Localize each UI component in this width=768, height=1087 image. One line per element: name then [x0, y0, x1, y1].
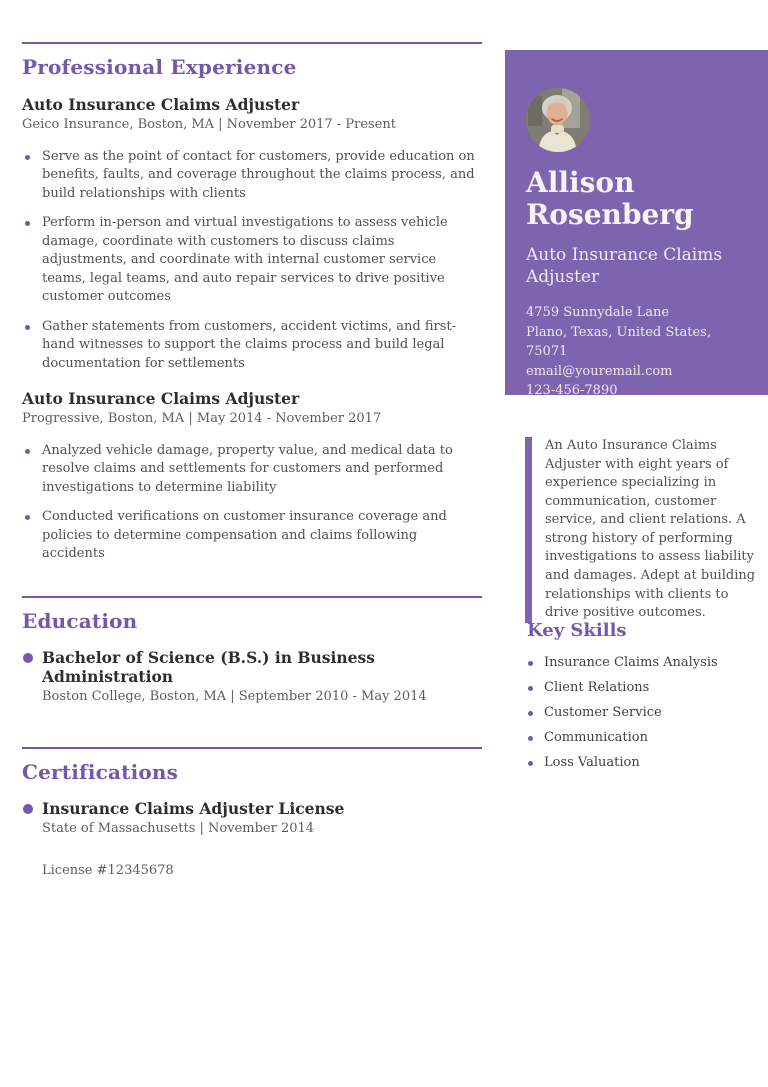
contact-block — [526, 303, 748, 401]
key-skills-section — [527, 620, 757, 780]
education-bullet-icon — [23, 653, 33, 663]
left-column — [22, 42, 482, 878]
skill-item: Customer Service — [527, 705, 757, 720]
bullet-item: Analyzed vehicle damage, property value, and medical data to resolve claims and settlements for customers and performed investigations to determine liability — [22, 442, 482, 497]
sidebar — [505, 50, 768, 398]
skill-item: Client Relations — [527, 680, 757, 695]
candidate-name: Allison Rosenberg — [526, 166, 694, 231]
summary-block — [525, 437, 761, 623]
license-number: License #12345678 — [42, 862, 174, 878]
bullet-item: Serve as the point of contact for customers, provide education on benefits, faults, and coverage throughout the claims process, and build relationships with clients — [22, 148, 482, 203]
job-entry — [22, 389, 482, 564]
section-divider — [22, 747, 482, 749]
bullet-item: Gather statements from customers, accident victims, and first-hand witnesses to support the claims process and build legal documentation for settlements — [22, 318, 482, 373]
skill-item: Communication — [527, 730, 757, 745]
contact-email: email@youremail.com — [526, 363, 673, 379]
job-meta: Geico Insurance, Boston, MA | November 2017 - Present — [22, 117, 396, 132]
avatar-portrait-graphic — [526, 88, 590, 152]
candidate-title: Auto Insurance Claims Adjuster — [526, 244, 723, 287]
certification-bullet-icon — [23, 804, 33, 814]
education-entry-body — [42, 648, 482, 704]
certification-meta: State of Massachusetts | November 2014 — [42, 820, 315, 836]
bullet-list — [22, 148, 482, 373]
education-section-heading: Education — [22, 608, 138, 633]
bullet-item: Conducted verifications on customer insurance coverage and policies to determine compensation and claims following accidents — [22, 508, 482, 563]
section-divider — [22, 42, 482, 44]
bullet-list — [22, 442, 482, 564]
job-title: Auto Insurance Claims Adjuster — [22, 388, 300, 408]
experience-section-heading: Professional Experience — [22, 55, 297, 79]
summary-accent-bar — [525, 437, 532, 623]
certifications-section-heading: Certifications — [22, 759, 179, 784]
degree-meta: Boston College, Boston, MA | September 2010 - May 2014 — [42, 688, 427, 704]
certification-title: Insurance Claims Adjuster License — [42, 798, 345, 818]
degree-title: Bachelor of Science (B.S.) in Business Administration — [42, 647, 375, 686]
summary-text: An Auto Insurance Claims Adjuster with eight years of experience specializing in communication, customer service, and client relations. A strong history of performing investigations to assess liability and damages. Adept at building relationships with clients to drive positive outcomes. — [545, 438, 756, 621]
job-meta: Progressive, Boston, MA | May 2014 - November 2017 — [22, 410, 382, 426]
contact-address-line2: Plano, Texas, United States, 75071 — [526, 324, 711, 359]
job-title: Auto Insurance Claims Adjuster — [22, 95, 300, 114]
skill-item: Insurance Claims Analysis — [527, 655, 757, 670]
skill-item: Loss Valuation — [527, 755, 757, 770]
bullet-item: Perform in-person and virtual investigations to assess vehicle damage, coordinate with customers to discuss claims adjustments, and coordinate with internal customer service teams, legal teams, and auto repair services to drive positive customer outcomes — [22, 214, 482, 306]
contact-phone: 123-456-7890 — [526, 383, 618, 398]
certification-entry — [22, 799, 482, 836]
key-skills-heading: Key Skills — [527, 620, 627, 641]
avatar-photo — [526, 88, 590, 152]
skills-list — [527, 655, 757, 770]
section-divider — [22, 596, 482, 598]
certification-entry-body — [42, 799, 344, 836]
contact-address-line1: 4759 Sunnydale Lane — [526, 305, 670, 320]
job-entry — [22, 95, 482, 373]
education-entry — [22, 648, 482, 704]
